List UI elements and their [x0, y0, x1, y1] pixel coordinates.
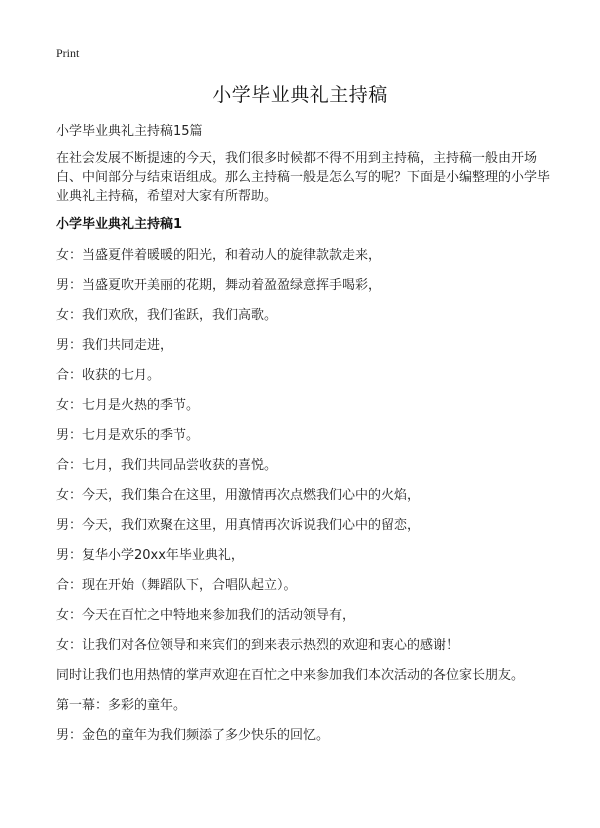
script-line: 女：今天在百忙之中特地来参加我们的活动领导有，	[56, 608, 356, 623]
script-line: 女：让我们对各位领导和来宾们的到来表示热烈的欢迎和衷心的感谢！	[56, 638, 460, 653]
script-line: 女：七月是火热的季节。	[56, 398, 200, 413]
script-line: 同时让我们也用热情的掌声欢迎在百忙之中来参加我们本次活动的各位家长朋友。	[56, 668, 525, 683]
script-line: 男：当盛夏吹开美丽的花期，舞动着盈盈绿意挥手喝彩，	[56, 278, 382, 293]
section-heading: 小学毕业典礼主持稿1	[56, 217, 183, 232]
script-line: 男：我们共同走进，	[56, 338, 174, 353]
script-line: 合：七月，我们共同品尝收获的喜悦。	[56, 458, 278, 473]
script-line: 合：收获的七月。	[56, 368, 161, 383]
script-line: 第一幕：多彩的童年。	[56, 698, 187, 713]
intro-paragraph: 在社会发展不断提速的今天，我们很多时候都不得不用到主持稿，主持稿一般由开场白、中间部分与结束语组成。那么主持稿一般是怎么写的呢？下面是小编整理的小学毕业典礼主持稿，希望对大家有所帮助。	[56, 151, 551, 204]
page-title: 小学毕业典礼主持稿	[212, 84, 388, 106]
script-line: 合：现在开始（舞蹈队下，合唱队起立）。	[56, 578, 297, 593]
script-line: 女：我们欢欣，我们雀跃，我们高歌。	[56, 308, 278, 323]
script-line: 女：今天，我们集合在这里，用激情再次点燃我们心中的火焰，	[56, 488, 421, 503]
script-line: 男：金色的童年为我们频添了多少快乐的回忆。	[56, 728, 330, 743]
print-label[interactable]: Print	[56, 46, 80, 60]
script-line: 女：当盛夏伴着暖暖的阳光，和着动人的旋律款款走来，	[56, 248, 382, 263]
script-line: 男：七月是欢乐的季节。	[56, 428, 200, 443]
script-line: 男：今天，我们欢聚在这里，用真情再次诉说我们心中的留恋，	[56, 518, 421, 533]
document-subtitle: 小学毕业典礼主持稿15篇	[56, 124, 203, 139]
script-lines	[56, 247, 556, 757]
script-line: 男：复华小学20xx年毕业典礼，	[56, 548, 244, 563]
